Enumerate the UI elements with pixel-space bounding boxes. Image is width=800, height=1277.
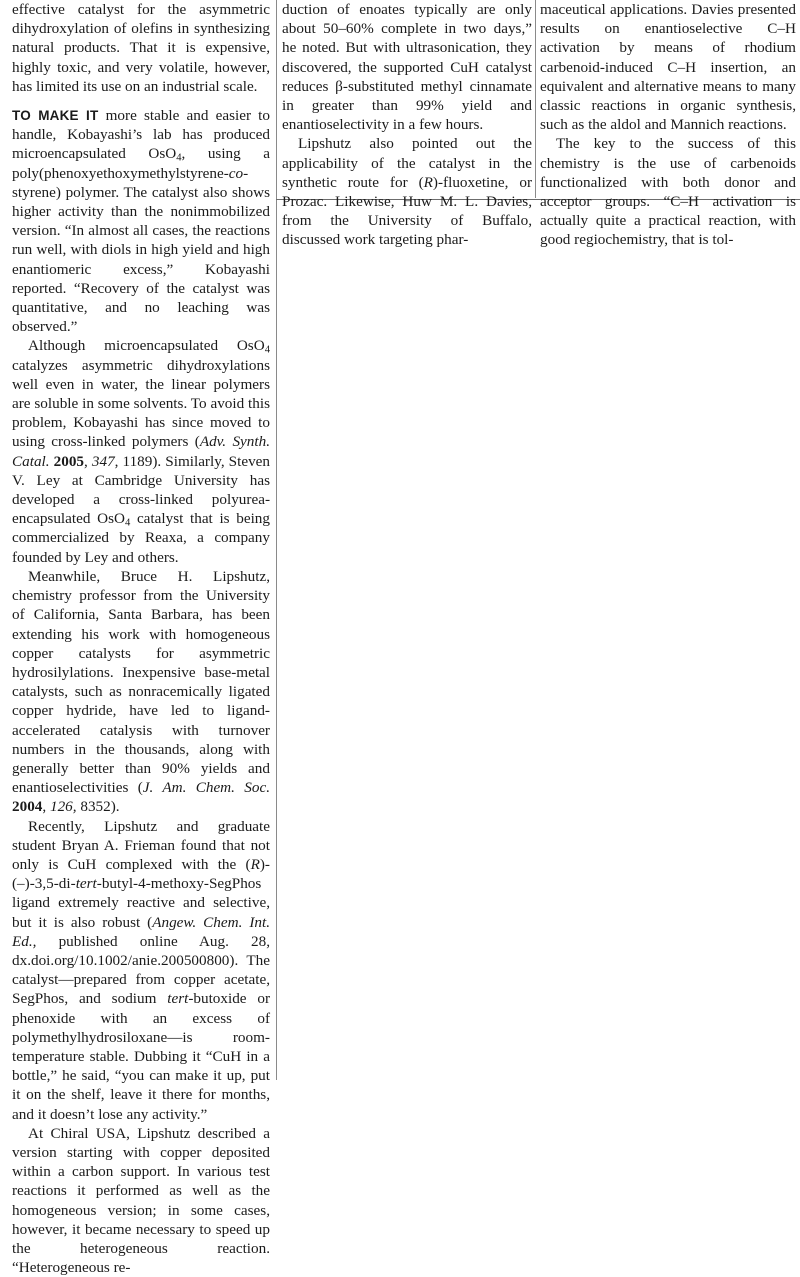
paragraph: Although microencapsulated OsO$_4$ catalyzes asymmetric dihydroxylations well even in water, the linear polymers are soluble in some solvents. To avoid this problem, Kobayashi has since moved to using cross-linked polymers (Adv. Synth. Catal. 2005, 347, 1189). Similarly, Steven V. Ley at Cambridge University has developed a cross-linked polyurea-encapsulated OsO$_4$ catalyst that is being commercialized by Reaxa, a company founded by Ley and others. bbox=[12, 337, 271, 566]
journal-citation: Adv. Synth. Catal. bbox=[12, 433, 270, 470]
column-rule-left bbox=[276, 0, 277, 1080]
paragraph: At Chiral USA, Lipshutz described a version starting with copper deposited within a carbon support. In various test reactions it performed as well as the homogeneous version; in some cases, however, it became necessary to speed up the heterogeneous reaction. “Heterogeneous re- bbox=[12, 1124, 270, 1277]
paragraph: The key to the success of this chemistry is the use of carbenoids functionalized with both donor and acceptor groups. “C–H activation is actually quite a practical reaction, with good regiochemistry, that is tol- bbox=[540, 135, 796, 249]
section-lead-in: TO MAKE IT bbox=[12, 108, 99, 124]
article-column-2 bbox=[282, 0, 532, 250]
paragraph: maceutical applications. Davies presented results on enantioselective C–H activation by means of rhodium carbenoid-induced C–H insertion, an equivalent and alternative means to many classic reactions in organic synthesis, such as the aldol and Mannich reactions. bbox=[540, 1, 796, 134]
paragraph: TO MAKE IT more stable and easier to handle, Kobayashi’s lab has produced microencapsulated OsO$_4$, using a poly(phenoxyethoxymethylstyrene-co-styrene) polymer. The catalyst also shows higher activity than the nonimmobilized version. “In almost all cases, the reactions run well, with diols in high yield and high enantiomeric excess,” Kobayashi reported. “Recovery of the catalyst was quantitative, and no leaching was observed.” bbox=[12, 107, 271, 336]
article-column-1 bbox=[12, 0, 271, 1277]
journal-citation: J. Am. Chem. Soc. bbox=[142, 779, 270, 797]
paragraph: Recently, Lipshutz and graduate student Bryan A. Frieman found that not only is CuH complexed with the (R)-(–)-3,5-di-tert-butyl-4-methoxy-SegPhos ligand extremely reactive and selective, but it is also robust (Angew. Chem. Int. Ed., published online Aug. 28, dx.doi.org/10.1002/anie.200500800). The catalyst—prepared from copper acetate, SegPhos, and sodium tert-butoxide or phenoxide with an excess of polymethylhydrosiloxane—is room-temperature stable. Dubbing it “CuH in a bottle,” he said, “you can make it up, put it on the shelf, leave it there for months, and it doesn’t lose any activity.” bbox=[12, 817, 271, 1123]
paragraph: Meanwhile, Bruce H. Lipshutz, chemistry professor from the University of California, Santa Barbara, has been extending his work with homogeneous copper catalysts for asymmetric hydrosilylations. Inexpensive base-metal catalysts, such as nonracemically ligated copper hydride, have led to ligand-accelerated catalysis with turnover numbers in the thousands, along with generally better than 90% yields and enantioselectivities (J. Am. Chem. Soc. 2004, 126, 8352). bbox=[12, 567, 270, 816]
column-rule-right bbox=[535, 0, 536, 198]
paragraph: effective catalyst for the asymmetric dihydroxylation of olefins in synthesizing natural products. That it is expensive, highly toxic, and very volatile, however, has limited its use on an industrial scale. bbox=[12, 1, 270, 95]
article-column-3 bbox=[540, 0, 796, 250]
paragraph: Lipshutz also pointed out the applicability of the catalyst in the synthetic route for (R)-fluoxetine, or Prozac. Likewise, Huw M. L. Davies, from the University of Buffalo, discussed work targeting phar- bbox=[282, 135, 532, 249]
paragraph: duction of enoates typically are only about 50–60% complete in two days,” he noted. But with ultrasonication, they discovered, the supported CuH catalyst reduces β-substituted methyl cinnamate in greater than 99% yield and enantioselectivity in a few hours. bbox=[282, 1, 532, 134]
journal-citation: Angew. Chem. Int. Ed., bbox=[12, 913, 270, 950]
paragraph-gap bbox=[12, 96, 270, 106]
